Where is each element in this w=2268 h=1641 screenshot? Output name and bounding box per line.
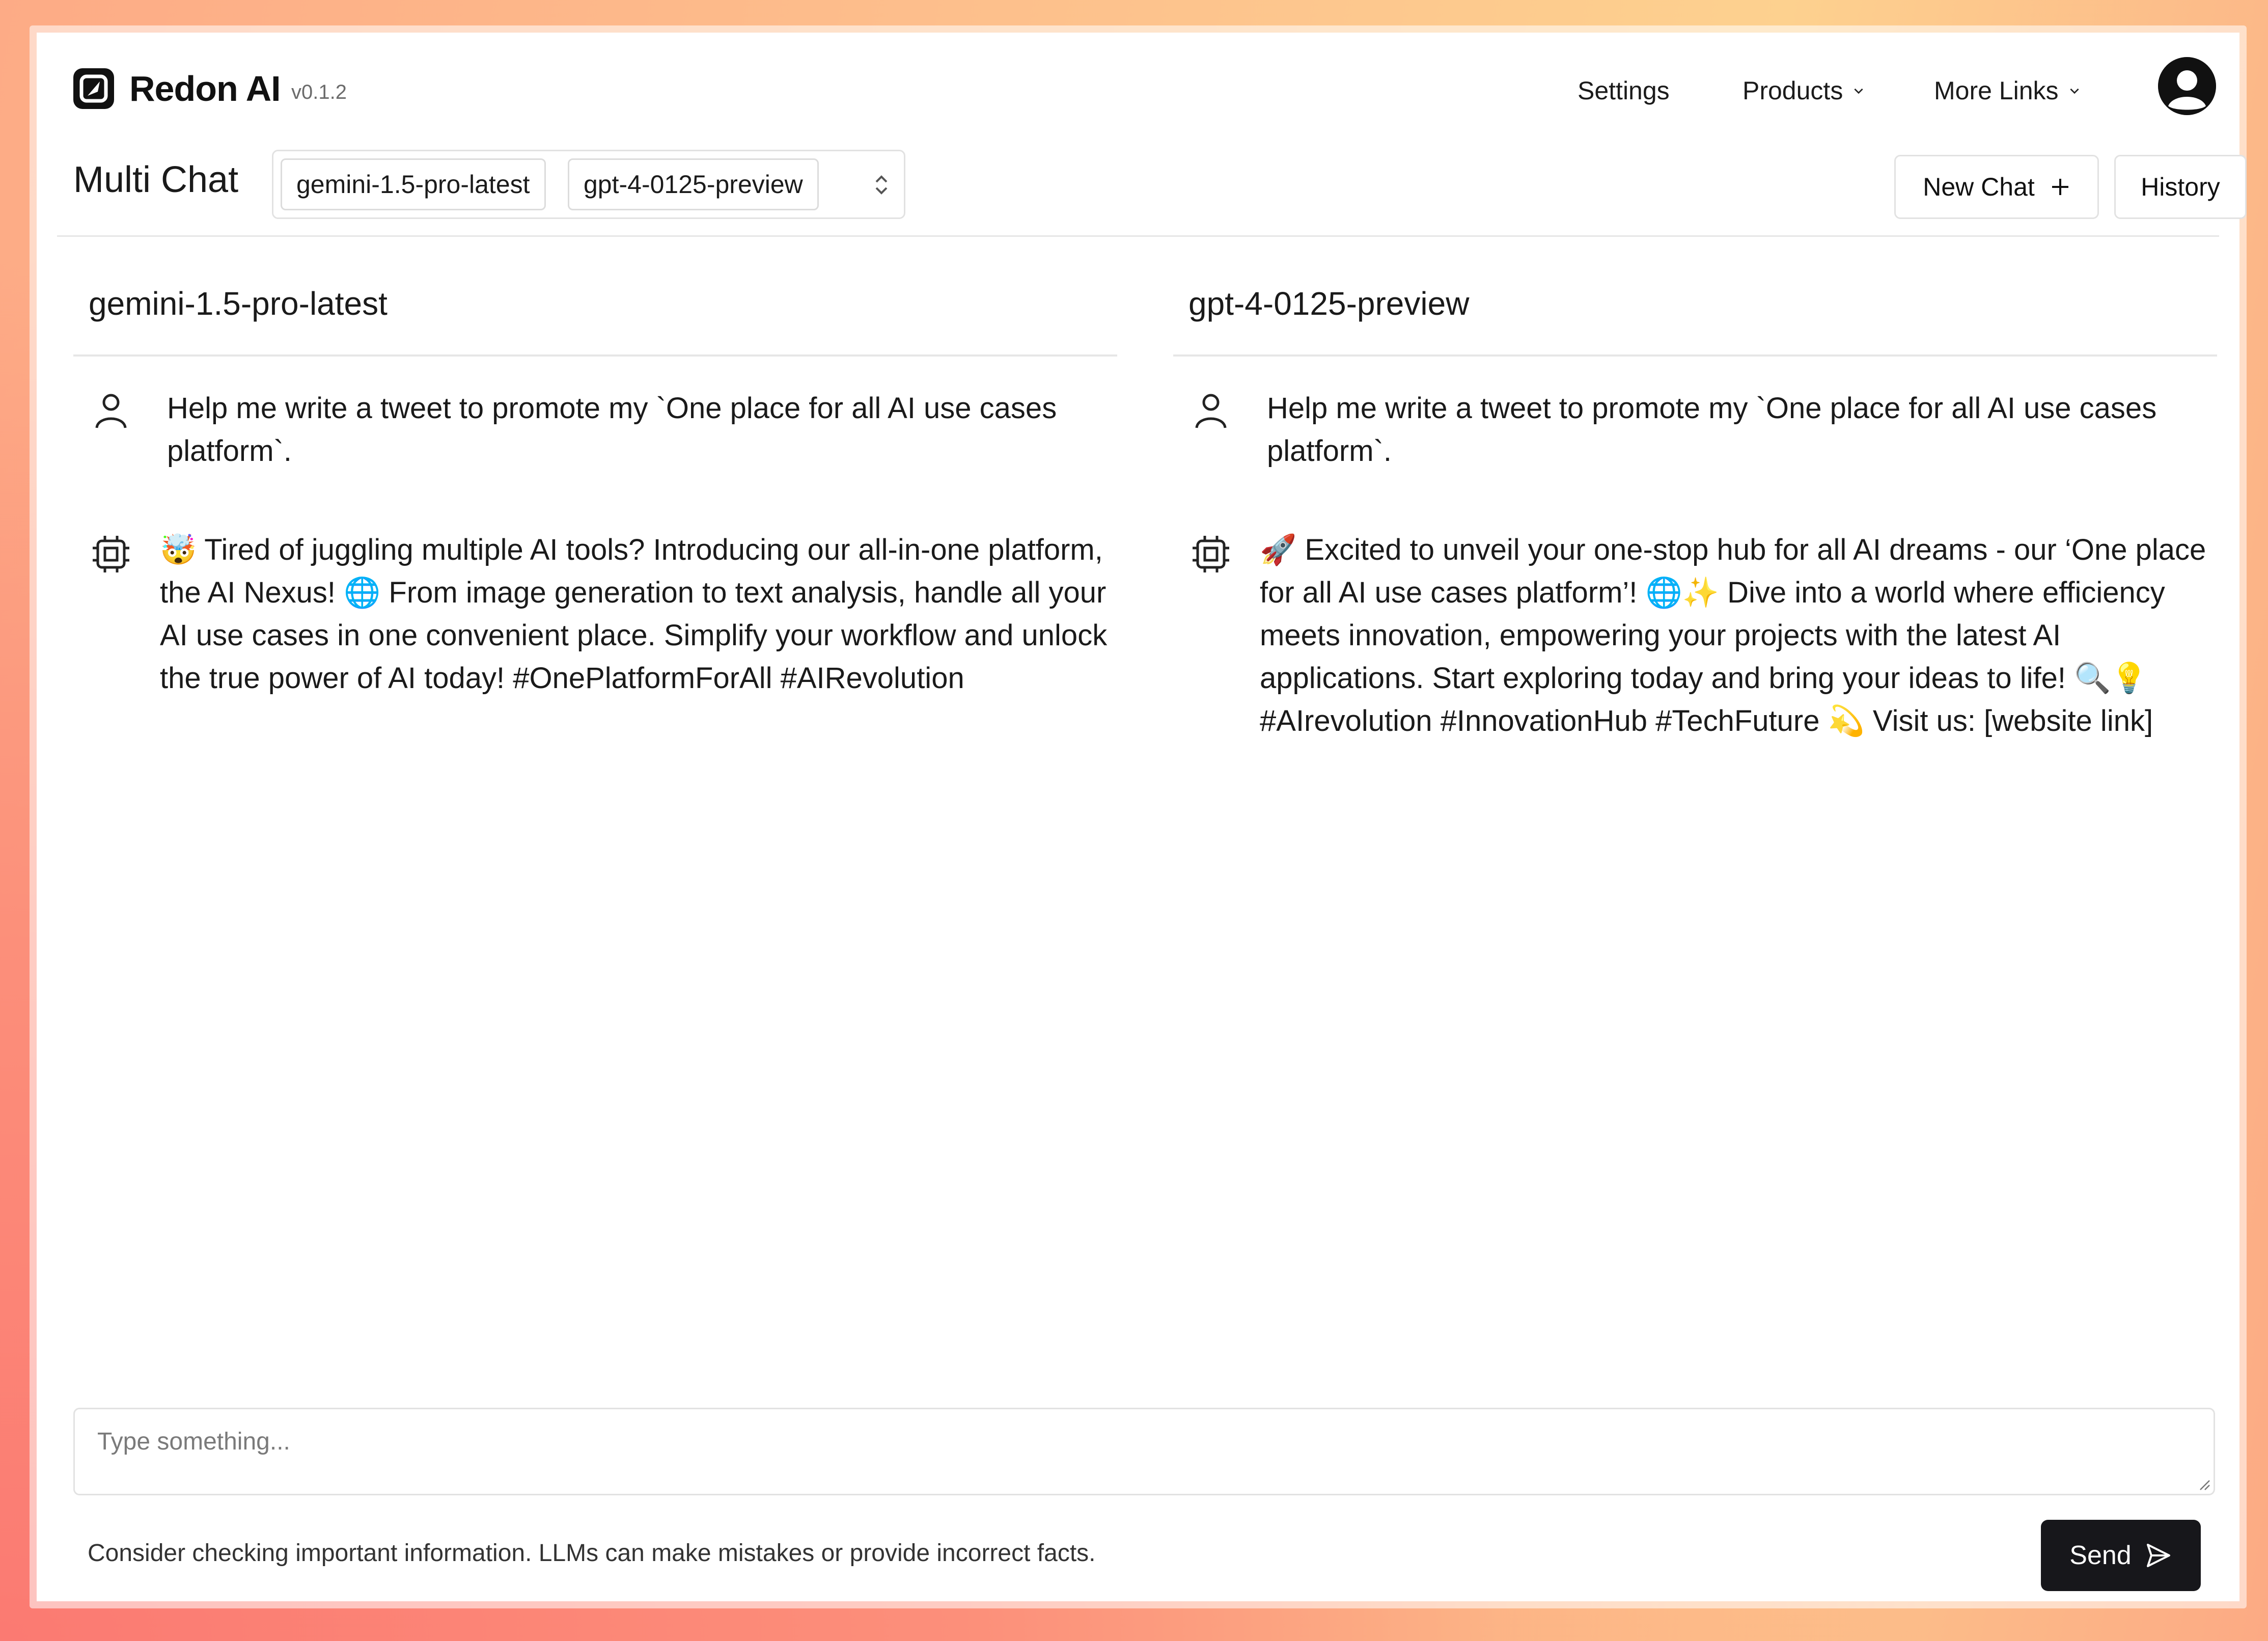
pane-model-title: gemini-1.5-pro-latest [89, 285, 388, 322]
app-name: Redon AI [129, 69, 281, 108]
send-label: Send [2069, 1541, 2132, 1570]
model-multiselect[interactable] [272, 150, 905, 219]
nav-settings[interactable] [1578, 75, 1670, 106]
page-title: Multi Chat [73, 159, 239, 200]
user-message: Help me write a tweet to promote my `One place for all AI use cases platform`. [167, 392, 1057, 468]
cpu-icon [91, 534, 131, 575]
avatar[interactable] [2158, 57, 2216, 115]
chevron-down-icon [1852, 84, 1865, 97]
nav-more-links[interactable] [1934, 75, 2081, 106]
pane-model-title: gpt-4-0125-preview [1188, 285, 1470, 322]
chevron-down-icon [2068, 84, 2081, 97]
send-icon [2145, 1542, 2172, 1569]
nav-products-label: Products [1743, 76, 1843, 105]
assistant-message: 🚀 Excited to unveil your one-stop hub for all AI dreams - our ‘One place for all AI use cases platform’! 🌐✨ Dive into a world where efficiency meets innovation, empowering your projects with the latest AI applications. Start exploring today and bring your ideas to life! 🔍💡 #AIrevolution #InnovationHub #TechFuture 💫 Visit us: [website link] [1260, 533, 2206, 737]
pane-divider [73, 354, 1117, 357]
toolbar-divider [57, 235, 2219, 237]
disclaimer-text: Consider checking important information. LLMs can make mistakes or provide incorrect facts. [88, 1540, 1096, 1567]
pane-divider [1173, 354, 2217, 357]
app-version: v0.1.2 [291, 81, 347, 103]
cpu-icon [1191, 534, 1231, 575]
history-button[interactable] [2114, 155, 2247, 219]
send-button[interactable] [2041, 1520, 2201, 1591]
nav-settings-label: Settings [1578, 76, 1670, 105]
nav-products[interactable] [1743, 75, 1865, 106]
user-avatar-icon [2158, 57, 2216, 115]
plus-icon [2050, 177, 2070, 197]
app-window [30, 25, 2247, 1608]
model-chip[interactable]: gemini-1.5-pro-latest [281, 158, 546, 210]
app-content [44, 40, 2232, 1594]
chevron-up-down-icon[interactable] [871, 170, 892, 200]
user-message: Help me write a tweet to promote my `One place for all AI use cases platform`. [1267, 392, 2157, 468]
message-composer [73, 1408, 2215, 1495]
nav-more-links-label: More Links [1934, 76, 2059, 105]
user-icon [91, 390, 131, 431]
history-label: History [2141, 173, 2220, 201]
model-chip[interactable]: gpt-4-0125-preview [568, 158, 819, 210]
resize-grip-icon[interactable] [2197, 1478, 2210, 1491]
logo-icon[interactable] [72, 67, 115, 110]
message-input[interactable] [75, 1409, 2214, 1494]
user-icon [1191, 390, 1231, 431]
new-chat-button[interactable] [1894, 155, 2099, 219]
assistant-message: 🤯 Tired of juggling multiple AI tools? Introducing our all-in-one platform, the AI Nexus! 🌐 From image generation to text analysis, handle all your AI use cases in one convenient place. Simplify your workflow and unlock the true power of AI today! #OnePlatformForAll #AIRevolution [160, 533, 1108, 695]
new-chat-label: New Chat [1923, 173, 2035, 201]
